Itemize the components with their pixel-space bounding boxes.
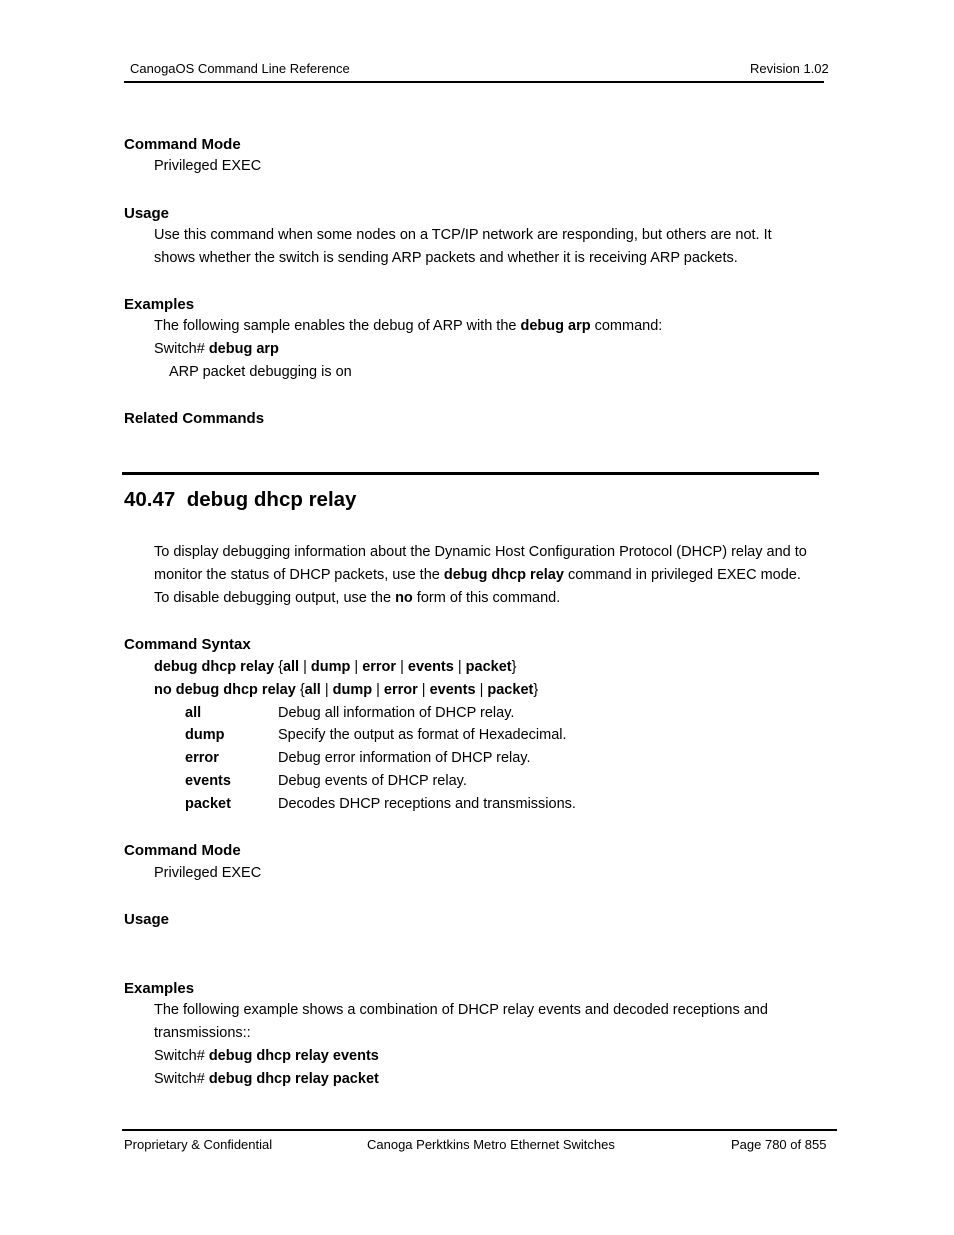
param-name: error <box>185 750 219 766</box>
command-mode-heading: Command Mode <box>124 842 241 859</box>
section-description-line: To disable debugging output, use the no form of this command. <box>154 590 561 606</box>
param-description: Specify the output as format of Hexadecimal. <box>278 727 567 743</box>
examples-intro: The following sample enables the debug of ARP with the debug arp command: <box>154 318 663 334</box>
usage-heading: Usage <box>124 911 170 928</box>
examples-heading: Examples <box>124 980 195 997</box>
section-title: 40.47 debug dhcp relay <box>124 488 357 511</box>
example-command: Switch# debug dhcp relay packet <box>154 1071 379 1087</box>
param-name: packet <box>185 796 231 812</box>
example-command: Switch# debug arp <box>154 341 279 357</box>
param-description: Debug all information of DHCP relay. <box>278 705 515 721</box>
param-name: all <box>185 705 202 721</box>
param-description: Debug error information of DHCP relay. <box>278 750 531 766</box>
param-description: Debug events of DHCP relay. <box>278 773 467 789</box>
command-mode-text: Privileged EXEC <box>154 158 262 174</box>
usage-line: shows whether the switch is sending ARP packets and whether it is receiving ARP packets. <box>154 250 738 266</box>
examples-text: transmissions:: <box>154 1025 251 1041</box>
section-description-line: To display debugging information about the Dynamic Host Configuration Protocol (DHCP) relay and to <box>154 544 807 560</box>
footer-rule <box>122 1129 837 1131</box>
footer-page-number: Page 780 of 855 <box>731 1137 827 1152</box>
usage-line: Use this command when some nodes on a TCP/IP network are responding, but others are not. It <box>154 227 772 243</box>
param-name: dump <box>185 727 225 743</box>
param-name: events <box>185 773 231 789</box>
related-commands-heading: Related Commands <box>124 410 265 427</box>
footer-confidential: Proprietary & Confidential <box>124 1137 273 1152</box>
examples-text: The following example shows a combination of DHCP relay events and decoded receptions and <box>154 1002 768 1018</box>
syntax-line: no debug dhcp relay {all | dump | error | events | packet} <box>154 682 539 698</box>
header-title: CanogaOS Command Line Reference <box>130 61 350 76</box>
command-syntax-heading: Command Syntax <box>124 636 251 653</box>
command-mode-heading: Command Mode <box>124 136 241 153</box>
example-output: ARP packet debugging is on <box>169 364 352 380</box>
example-command: Switch# debug dhcp relay events <box>154 1048 379 1064</box>
param-description: Decodes DHCP receptions and transmissions. <box>278 796 576 812</box>
usage-heading: Usage <box>124 205 170 222</box>
examples-heading: Examples <box>124 296 195 313</box>
header-revision: Revision 1.02 <box>750 61 829 76</box>
command-mode-text: Privileged EXEC <box>154 865 262 881</box>
section-description-line: monitor the status of DHCP packets, use the debug dhcp relay command in privileged EXEC mode. <box>154 567 801 583</box>
header-rule <box>124 81 824 83</box>
section-rule <box>122 472 819 475</box>
footer-product: Canoga Perktkins Metro Ethernet Switches <box>367 1137 615 1152</box>
syntax-line: debug dhcp relay {all | dump | error | events | packet} <box>154 659 517 675</box>
